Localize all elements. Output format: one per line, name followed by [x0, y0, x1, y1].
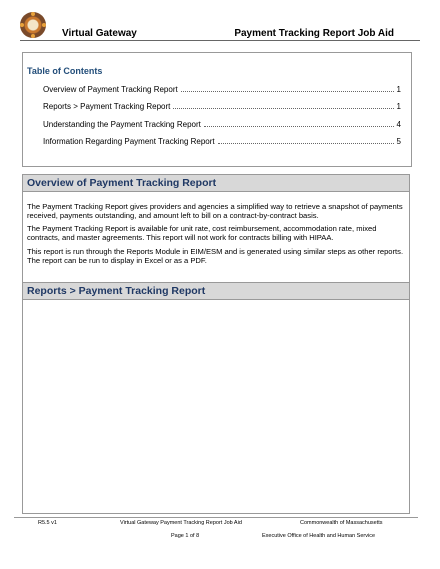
header-divider [20, 40, 420, 41]
toc-entry[interactable] [43, 85, 401, 94]
footer-doc-title: Virtual Gateway Payment Tracking Report Job Aid [120, 520, 242, 526]
toc-entry-page: 1 [396, 102, 401, 111]
toc-entry-label: Information Regarding Payment Tracking Report [43, 137, 215, 146]
overview-body [22, 192, 410, 282]
header-left-title: Virtual Gateway [62, 28, 137, 39]
toc-entry-label: Understanding the Payment Tracking Report [43, 120, 201, 129]
footer-divider [14, 517, 418, 518]
footer-page-number: Page 1 of 8 [171, 533, 200, 539]
overview-heading: Overview of Payment Tracking Report [27, 177, 217, 189]
overview-paragraph: The Payment Tracking Report gives providers and agencies a simplified way to retrieve a snapshot of payments received, payments outstanding, and amount left to bill on a contract-by-contract basis. [27, 202, 403, 220]
toc-leader [173, 102, 393, 109]
overview-paragraph: This report is run through the Reports Module in EIM/ESM and is generated using similar steps as other reports. The report can be run to display in Excel or as a PDF. [27, 247, 404, 265]
toc-leader [218, 137, 394, 144]
toc-leader [204, 120, 394, 127]
toc-entry-page: 1 [396, 85, 401, 94]
overview-paragraph: The Payment Tracking Report is available for unit rate, cost reimbursement, accommodation rate, mixed contracts, and master agreements. This report will not work for contracts billing with HIPAA. [27, 224, 377, 242]
reports-heading-bar [22, 282, 410, 300]
footer-office: Executive Office of Health and Human Service [262, 533, 376, 539]
toc-leader [181, 85, 394, 92]
footer-org: Commonwealth of Massachusetts [300, 520, 383, 526]
header-right-title: Payment Tracking Report Job Aid [234, 28, 394, 39]
toc-entry-label: Reports > Payment Tracking Report [43, 102, 171, 111]
seal-icon [20, 12, 46, 38]
reports-heading: Reports > Payment Tracking Report [27, 285, 206, 297]
table-of-contents [22, 52, 412, 167]
toc-entry-page: 4 [396, 120, 401, 129]
toc-entry[interactable] [43, 120, 401, 129]
toc-entry-label: Overview of Payment Tracking Report [43, 85, 178, 94]
toc-entry[interactable] [43, 137, 401, 146]
footer-version: R5.5 v1 [38, 520, 57, 526]
overview-heading-bar [22, 174, 410, 192]
toc-title: Table of Contents [27, 66, 103, 76]
reports-section-body [22, 300, 410, 514]
toc-entry[interactable] [43, 102, 401, 111]
toc-entry-page: 5 [396, 137, 401, 146]
